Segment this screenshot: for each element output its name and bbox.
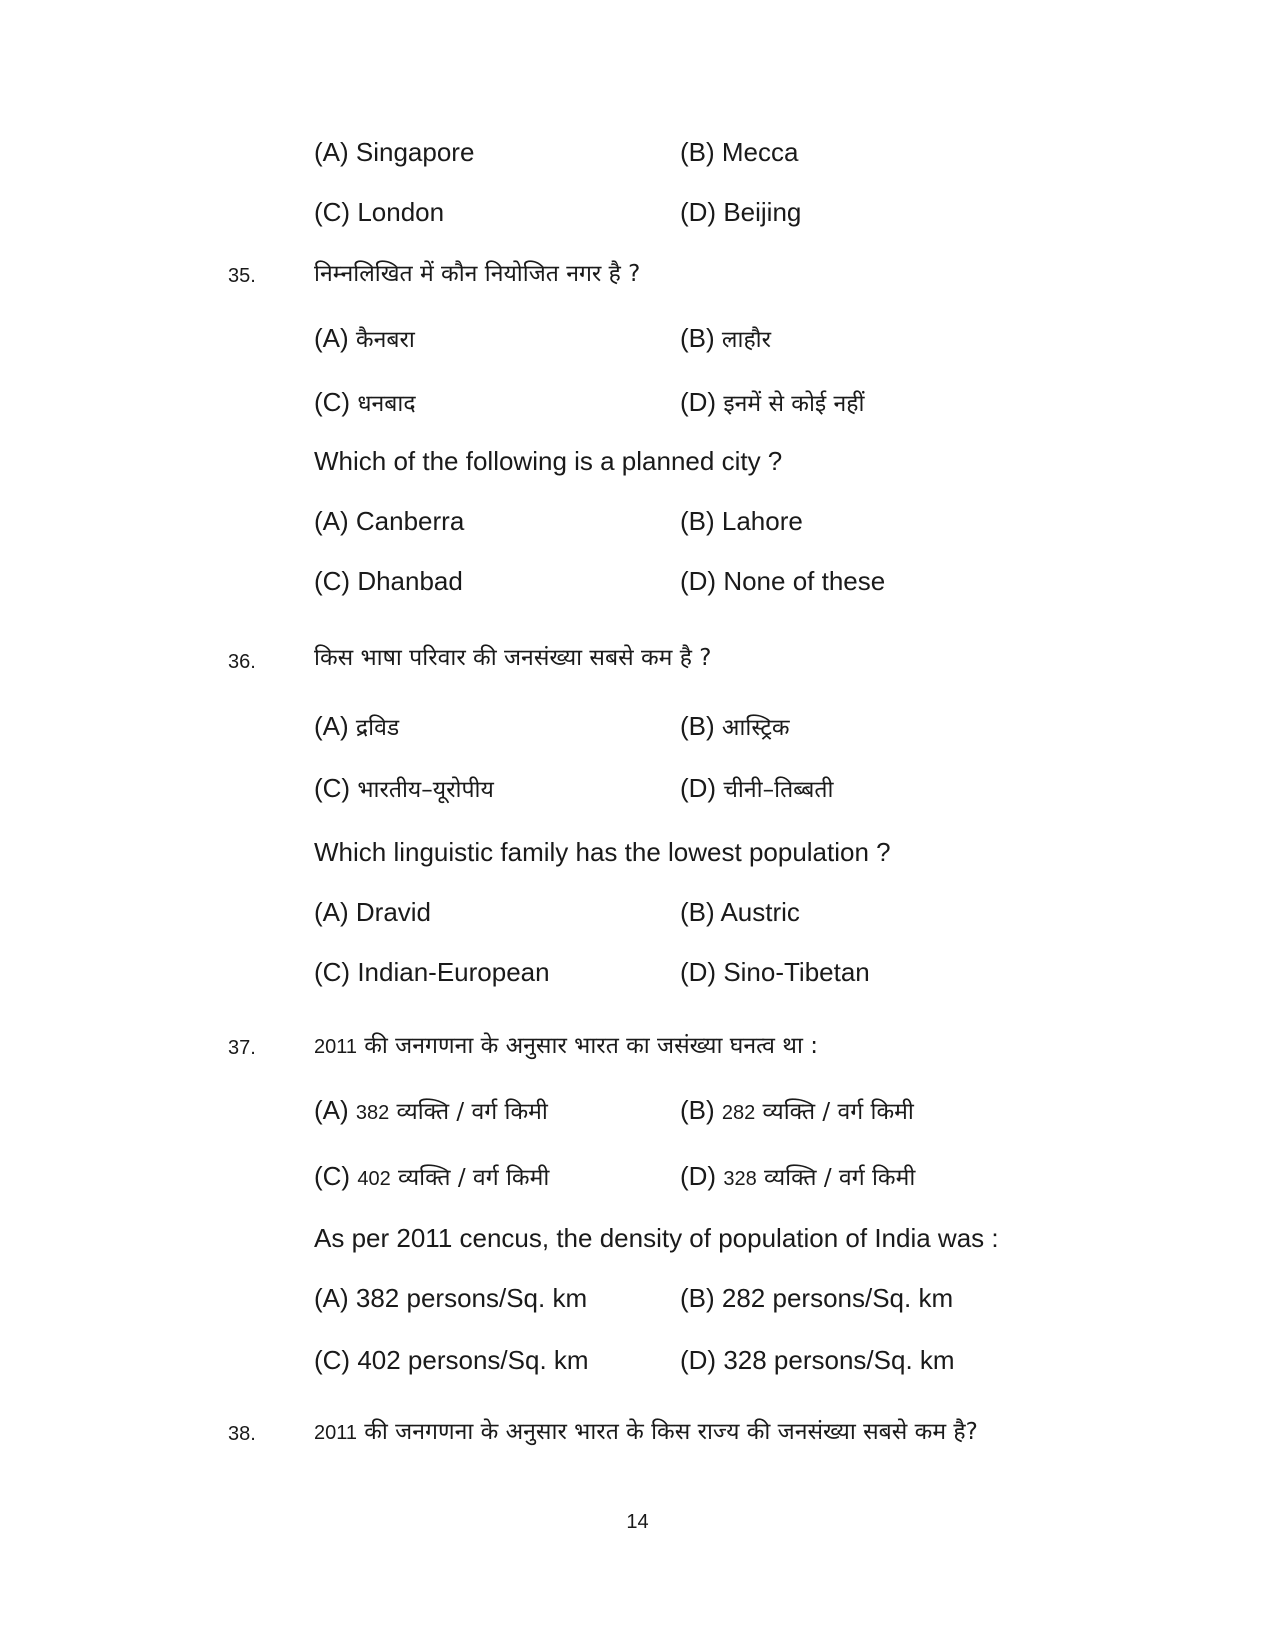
option-c: (C) Indian-European bbox=[314, 957, 550, 987]
option-c-hindi: (C) भारतीय–यूरोपीय bbox=[314, 773, 494, 803]
question-number: 36. bbox=[228, 651, 256, 673]
option-a: (A) 382 persons/Sq. km bbox=[314, 1283, 588, 1313]
question-number: 38. bbox=[228, 1423, 256, 1445]
option-d: (D) Sino-Tibetan bbox=[680, 957, 870, 987]
option-a: (A) Dravid bbox=[314, 897, 432, 927]
question-stem-hindi: निम्नलिखित में कौन नियोजित नगर है ? bbox=[314, 261, 641, 287]
option-b-hindi: (B) लाहौर bbox=[680, 323, 772, 353]
option-d-hindi: (D) इनमें से कोई नहीं bbox=[680, 387, 865, 417]
question-number: 35. bbox=[228, 265, 256, 287]
page-number: 14 bbox=[626, 1511, 649, 1533]
question-number: 37. bbox=[228, 1037, 256, 1059]
option-a-hindi: (A) कैनबरा bbox=[314, 323, 415, 353]
option-c-hindi: (C) 402 व्यक्ति / वर्ग किमी bbox=[314, 1161, 550, 1191]
option-a: (A) Canberra bbox=[314, 506, 465, 536]
option-d: (D) 328 persons/Sq. km bbox=[680, 1345, 955, 1375]
option-b: (B) Austric bbox=[680, 897, 800, 927]
option-b-hindi: (B) आस्ट्रिक bbox=[680, 711, 790, 741]
option-a: (A) Singapore bbox=[314, 137, 475, 167]
option-d: (D) Beijing bbox=[680, 197, 802, 227]
option-c: (C) 402 persons/Sq. km bbox=[314, 1345, 589, 1375]
question-stem-hindi: 2011 की जनगणना के अनुसार भारत का जसंख्या घनत्व था : bbox=[314, 1033, 818, 1059]
option-d-hindi: (D) 328 व्यक्ति / वर्ग किमी bbox=[680, 1161, 916, 1191]
question-stem-hindi: 2011 की जनगणना के अनुसार भारत के किस राज्य की जनसंख्या सबसे कम है? bbox=[314, 1419, 978, 1445]
question-stem-english: As per 2011 cencus, the density of population of India was : bbox=[314, 1223, 999, 1253]
question-stem-hindi: किस भाषा परिवार की जनसंख्या सबसे कम है ? bbox=[314, 645, 712, 671]
option-c-hindi: (C) धनबाद bbox=[314, 387, 416, 417]
option-c: (C) London bbox=[314, 197, 445, 227]
question-stem-english: Which linguistic family has the lowest population ? bbox=[314, 837, 891, 867]
option-d: (D) None of these bbox=[680, 566, 886, 596]
option-b: (B) Mecca bbox=[680, 137, 799, 167]
question-stem-english: Which of the following is a planned city ? bbox=[314, 446, 783, 476]
option-b: (B) 282 persons/Sq. km bbox=[680, 1283, 954, 1313]
option-a-hindi: (A) द्रविड bbox=[314, 711, 400, 741]
option-b: (B) Lahore bbox=[680, 506, 803, 536]
option-b-hindi: (B) 282 व्यक्ति / वर्ग किमी bbox=[680, 1095, 914, 1125]
option-c: (C) Dhanbad bbox=[314, 566, 463, 596]
option-a-hindi: (A) 382 व्यक्ति / वर्ग किमी bbox=[314, 1095, 548, 1125]
option-d-hindi: (D) चीनी–तिब्बती bbox=[680, 773, 834, 803]
